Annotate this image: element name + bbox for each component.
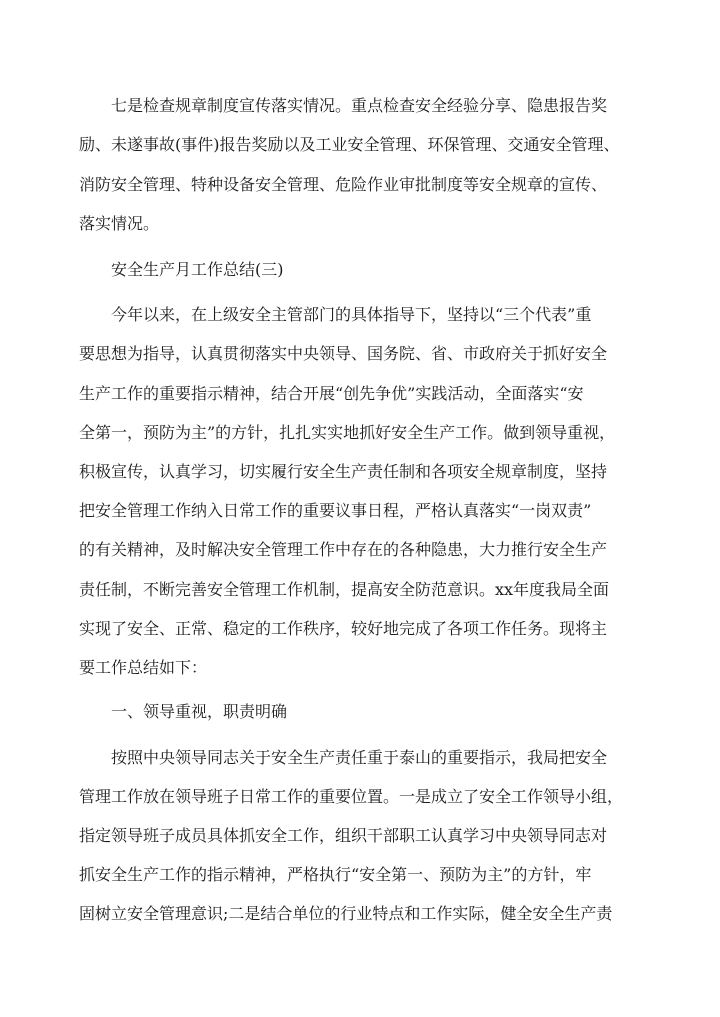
para2-line-2: 要思想为指导，认真贯彻落实中央领导、国务院、省、市政府关于抓好安全 xyxy=(79,344,608,363)
section-title: 安全生产月工作总结(三) xyxy=(79,260,284,279)
para3-line-4: 抓安全生产工作的指示精神，严格执行“安全第一、预防为主”的方针，牢 xyxy=(79,865,592,884)
para3-line-5: 固树立安全管理意识;二是结合单位的行业特点和工作实际，健全安全生产责 xyxy=(79,904,613,923)
para3-line-1: 按照中央领导同志关于安全生产责任重于泰山的重要指示，我局把安全 xyxy=(79,748,608,767)
para1-line-3: 消防安全管理、特种设备安全管理、危险作业审批制度等安全规章的宣传、 xyxy=(79,175,608,194)
para2-line-6: 把安全管理工作纳入日常工作的重要议事日程，严格认真落实“一岗双责” xyxy=(79,501,592,520)
para2-line-4: 全第一，预防为主”的方针，扎扎实实地抓好安全生产工作。做到领导重视， xyxy=(79,423,616,442)
section1-heading: 一、领导重视，职责明确 xyxy=(79,702,288,721)
para2-line-9: 实现了安全、正常、稳定的工作秩序，较好地完成了各项工作任务。现将主 xyxy=(79,619,608,638)
para3-line-3: 指定领导班子成员具体抓安全工作，组织干部职工认真学习中央领导同志对 xyxy=(79,826,608,845)
para2-line-5: 积极宣传，认真学习，切实履行安全生产责任制和各项安全规章制度，坚持 xyxy=(79,462,608,481)
para2-line-10: 要工作总结如下： xyxy=(79,658,208,677)
para1-line-2: 励、未遂事故(事件)报告奖励以及工业安全管理、环保管理、交通安全管理、 xyxy=(79,135,620,154)
para3-line-2: 管理工作放在领导班子日常工作的重要位置。一是成立了安全工作领导小组， xyxy=(79,787,624,806)
para2-line-3: 生产工作的重要指示精神，结合开展“创先争优”实践活动，全面落实“安 xyxy=(79,384,584,403)
para2-line-7: 的有关精神，及时解决安全管理工作中存在的各种隐患，大力推行安全生产 xyxy=(79,540,608,559)
para2-line-1: 今年以来，在上级安全主管部门的具体指导下，坚持以“三个代表”重 xyxy=(79,305,592,324)
para2-line-8: 责任制，不断完善安全管理工作机制，提高安全防范意识。xx年度我局全面 xyxy=(79,580,610,599)
para1-line-1: 七是检查规章制度宣传落实情况。重点检查安全经验分享、隐患报告奖 xyxy=(79,96,608,115)
para1-line-4: 落实情况。 xyxy=(79,214,160,233)
